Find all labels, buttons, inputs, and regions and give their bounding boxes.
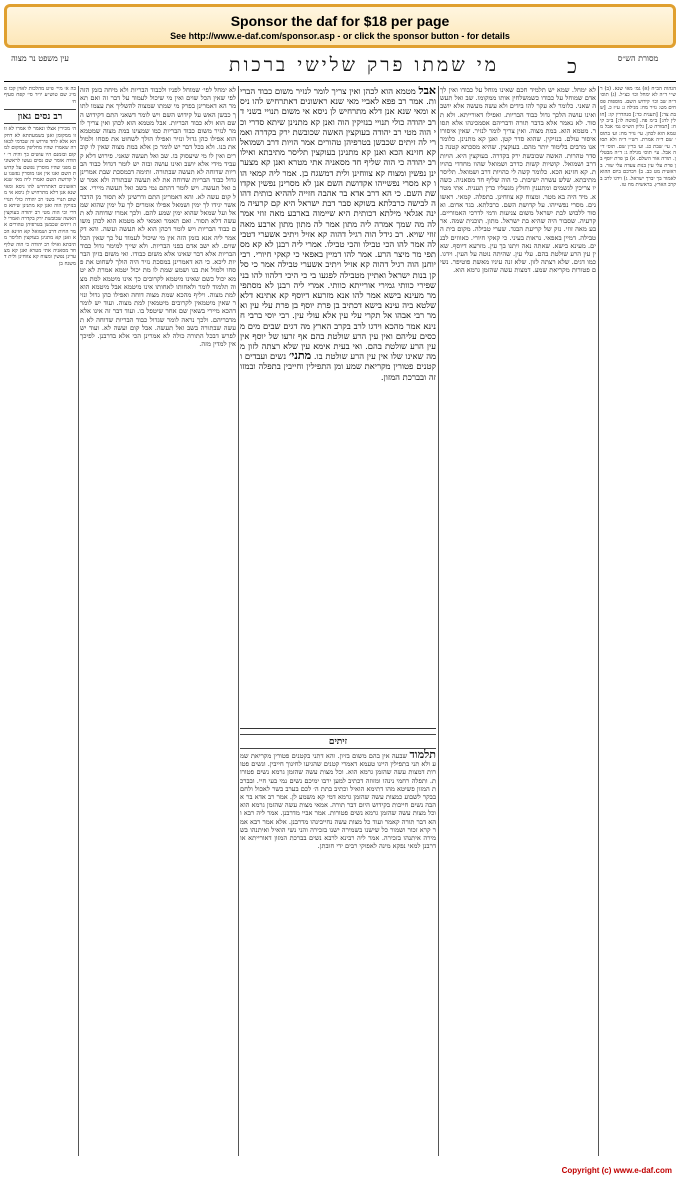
gemara-column: [240, 86, 436, 726]
tosafot-column: [80, 86, 236, 1156]
sponsor-subtitle[interactable]: See http://www.e-daf.com/sponsor.asp - or click the sponsor button - for details: [170, 31, 510, 41]
sponsor-banner[interactable]: [4, 4, 676, 48]
lower-commentary-body: שבעה אין בהם משום בזיון. והא דתני בקטנים פטורין מקריאת שמע ולא תני בתפילין היינו טעמא דאמרי קטנים שהגיעו לחינוך חייבין. ונשים פטורות דמצות עשה שהזמן גרמא הוא. וכל מצות עשה שהזמן גרמא נשים פטורות. ותפלה רחמי נינהו ומזוזה דכתיב למען ירבו ימיכם נשים נמי בעי חיי. ובברכת המזון פשיטא מהו דתימא הואיל וכתיב בתת ה׳ לכם בערב בשר לאכול ולחם בבקר לשבוע כמצות עשה שהזמן גרמא דמי קא משמע לן. אמר רב אדא בר אהבה נשים חייבות בקידוש היום דבר תורה. אמאי מצות עשה שהזמן גרמא הוא וכל מצות עשה שהזמן גרמא נשים פטורות. אמר אביי מדרבנן. אמר ליה רבא והא דבר תורה קאמר ועוד כל מצות עשה נחייבינהו מדרבנן. אלא אמר רבא אמר קרא זכור ושמור כל שישנו בשמירה ישנו בזכירה והני נשי הואיל ואיתנהו בשמירה איתנהו בזכירה. אמר ליה רבינא לרבא נשים בברכת המזון דאורייתא או דרבנן למאי נפקא מינה לאפוקי רבים ידי חובתן.: [240, 752, 436, 851]
sponsor-title[interactable]: Sponsor the daf for $18 per page: [230, 13, 450, 29]
section-rule: [240, 728, 436, 729]
gemara-lead-word: אבל: [418, 86, 436, 97]
gemara-text: [240, 86, 436, 382]
tosafot-text: לא ימחל לפי׳ שמוחל לפניו ולכבוד הבריות ולא מיחה בזמן הזה לפי שאין הכל שוים ואין מי שיכול לעמוד על דבר זה ואם תאמר הא דאמרינן בפרק מי שמתו שמצוה להשליך את עצמו לתוך כבשן האש על קידוש השם ויש לומר דשאני התם דקידוש השם הוא ולא כבוד הבריות. אבל מטמא הוא לכהן ואין צריך לומר לנזיר משום כבוד הבריות כמו שמצינו במת מצוה שמטמא הוא אפילו כהן גדול ונזיר ואפילו הולך לשחוט את פסחו ולמול את בנו. ולא בכל דבר יש לומר כן אלא במת מצוה שאין לו קוברים ואין לו מי שיעסוק בו. שב ואל תעשה שאני. פירוש דלא קעביד מידי אלא יושב ואינו עושה ובזה יש לומר דגדול כבוד הבריות שדוחה לא תעשה שבתורה. ותימה דבמסכת שבת אמרינן גדול כבוד הבריות שדוחה את לא תעשה שבתורה ולא אמר שב ואל תעשה. ויש לומר דהתם נמי בשב ואל תעשה מיירי. אבל קום עשה לא. והא דאמרינן התם ודרשינן לא תסור מן הדבר אשר יגידו לך ימין ושמאל אפילו אומרים לך על ימין שהוא שמאל ועל שמאל שהוא ימין שמע להם. ולכך אמרו שדוחה לא תעשה דלא תסור. ואם תאמר ואמאי לא מטמא הוא לכהן משום כבוד הבריות ויש לומר דכהן הוא לא תעשה ועשה. והא דקאמר ליה אנא בזמן הזה אין מי שיכול לעמוד על כך שאין הכל שוים. לא ישב אדם בפני הבריות. ולא שייך למימר גדול כבוד הבריות אלא דבר שאינו אלא משום כבודו. ואי משום בזיון הבריות ליכא. כי הא דאמרינן במסכת נזיר היה הולך לשחוט את פסחו ולמול את בנו ושמע שמת לו מת יכול יטמא אמרת לא יטמא יכול כשם שאינו מיטמא לקרובים כך אינו מיטמא למת מצוה תלמוד לומר ולאחותו לאחותו אינו מיטמא אבל מיטמא הוא למת מצוה. ויליף מהכא שמת מצוה דוחה ואפילו כהן גדול ונזיר שאין מיטמאין לקרובים מיטמאין למת מצוה. ועוד יש לומר דהכא מיירי בשאין שם אחר שיטפל בו. ועוד דבר זה אינו אלא מדבריהם. ולכך נראה לומר שגדול כבוד הבריות שדוחה לא תעשה שבתורה בשב ואל תעשה. אבל קום ועשה לא. ועוד יש לפרש דבכל התורה כולה לא אמרינן הכי אלא בדרבנן. לפיכך אין למדין מזה.: [80, 86, 236, 349]
talmud-label: תלמוד: [409, 748, 436, 761]
rav-nissim-gaon-heading: רב נסים גאון: [4, 109, 76, 124]
rashi-column: [440, 86, 596, 1156]
copyright-link[interactable]: Copyright (c) www.e-daf.com: [561, 1166, 672, 1175]
talmud-page: [4, 52, 676, 1162]
lower-commentary-block: [240, 730, 436, 1156]
mesoret-hashas-text: הגהות הב״ח (א) גמ׳ מאי שנא. (ב) רש״י ד״ה לא ימחל וכו׳ כצ״ל. (ג) תוס׳ ד״ה שב וכו׳ קידוש השם. מוספות פסחים מט: נזיר מח: מגילה ג: ע״ז כ. [שבת צד:] [תענית כד:] סנהדרין קו: [חולין לה:] ב״מ פה. [סוטה לו:] ב״ב קיח: [תמורה ט.] גליון הש״ס גמ׳ אבל מטמא הוא לכהן. עי׳ נזיר מח: וע׳ בתוס׳ שם ד״ה אמרת. רש״י ד״ה ולא תסור. עי׳ שבת כג. וע׳ בר״ן שם. תוס׳ ד״ה אבל. עי׳ תוס׳ מגילה ג: ד״ה מבטלין. תורה אור השלם. א) בן פרת יוסף בן פרת עלי עין בנות צעדה עלי שור. בראשית מט כב. ב) ויברכם ביום ההוא לאמור בך יברך ישראל. ג) וידגו לרב בקרב הארץ. בראשית מח טז.: [600, 86, 676, 189]
rashi-text: לא ימחל. שמא יש תלמיד חכם שאינו מוחל על כבודו ואין לך אדם שמוחל על כבודו כשמשלחין אותו ממקומו. שב ואל תעשה שאני. כלומר לא עקר להו בידים ולא עשה מעשה אלא יושב ואינו עושה הלכך גדול כבוד הבריות. ואפילו דאורייתא. ולא תסור. לא נאמר אלא בדבר תורה ודבריהם אסמכינהו אלא תסור. מטמא הוא. במת מצוה. ואין צריך לומר לנזיר. שאין איסורו איסור עולם. בנזיקין. שהוא סדר קטן. ואנן קא מתנינן. כלומר אנו מרבים בלימוד יותר מהם. בעוקצין. שהיא מסכתא קטנה בסדר טהרות. האשה שכובשת ירק בקדרה. בעוקצין היא. הויות דרב ושמואל. קושיות קשות כדרב ושמואל שהוו מחדדי בהויות. קא חזינא הכא. כלומר קשה לי כהויות דרב ושמואל. תליסר מתיבתא. שלש עשרה ישיבות. כי הוה שליף חד מסאניה. כשהיו צריכין לגשמים ומתענין וחולץ מנעליו כדין תענית. אתי מטרא. מיד היה בא מטר. ומצוח קא צווחינן. בתפלה. קמאי. ראשונים. מסרי נפשייהו. על קדושת השם. כרבלתא. בגד אדום. ואסור ללבוש לבת ישראל משום צניעות ודמי לדרכי האמוריים. קרעיה. שסבור היה שהיא בת ישראל. מתון. תוכנית שמה. ארבע מאה זוזי. נזק של קריעת הבגד. שערי טבילה. מקום בית הטבילה. דמיין באפאי. נראות בעיני. כי קאקי חיורי. כאווזים לבנים. מעינא בישא. שאתה נאה ויתנו בך עין. מזרעא דיוסף. שאין עין הרע שולטת בהם. עלי עין. שהיתה נוטה על העין. וידגו. כמו דגים. שלא רצתה לזון. שלא זנה עיניו מאשת פוטיפר. נשים פטורות מקריאת שמע. דמצות עשה שהזמן גרמא הוא.: [440, 86, 596, 275]
mishnah-text: נשים ועבדים וקטנים פטורין מקריאת שמע ומן התפילין וחייבין בתפלה ובמזוזה ובברכת המזון.: [240, 351, 436, 382]
right-margin-column: [600, 86, 676, 1156]
column-divider: [238, 86, 239, 1156]
mesoret-hashas-heading: מסורת הש״ס: [617, 54, 659, 63]
lower-commentary-heading: זיתים: [240, 734, 436, 749]
column-divider: [438, 86, 439, 1156]
ein-mishpat-heading: עין משפט נר מצוה: [11, 54, 69, 63]
left-margin-column: [4, 86, 76, 1156]
gemara-body: מטמא הוא לכהן ואין צריך לומר לנזיר משום כבוד הבריות. אמר רב פפא לאביי מאי שנא ראשונים דאתרחיש להו ניסא ומאי שנא אנן דלא מתרחיש לן ניסא אי משום תנויי בשני דרב יהודה כולי תנויי בנזיקין הוה ואנן קא מתנינן שיתא סדרי וכי הוה מטי רב יהודה בעוקצין האשה שכובשת ירק בקדרה ואמרי לה זיתים שכבשן בטרפיהן טהורים אמר הויות דרב ושמואל קא חזינא הכא ואנן קא מתנינן בעוקצין תליסר מתיבתא ואילו רב יהודה כי הוה שליף חד מסאניה אתי מטרא ואנן קא מצערינן נפשין ומצוח קא צווחינן ולית דמשגח בן. אמר ליה קמאי הוו קא מסרי נפשייהו אקדושת השם אנן לא מסרינן נפשין אקדושת השם. כי הא דרב אדא בר אהבה חזייה לההיא כותית דהוה לבישה כרבלתא בשוקא סבר דבת ישראל היא קם קרעיה מינה אגלאי מילתא דכותית היא שיימוה בארבע מאה זוזי אמר לה מה שמך אמרה ליה מתון אמר לה מתון מתון ארבע מאה זוזי שויא. רב גידל הוה רגיל דהוה קא אזיל ויתיב אשערי דטבילה אמר להו הכי טבילו והכי טבילו. אמרי ליה רבנן לא קא מסתפי מר מיצר הרע. אמר להו דמיין באפאי כי קאקי חיורי. רבי יוחנן הוה רגיל דהוה קא אזיל ויתיב אשערי טבילה אמר כי סלקן בנות ישראל ואתיין מטבילה לפגעו בי כי היכי דלהוו להו בני שפירי כוותי גמירי אורייתא כוותי. אמרי ליה רבנן לא מסתפי מר מעינא בישא אמר להו אנא מזרעא דיוסף קא אתינא דלא שלטא ביה עינא בישא דכתיב בן פרת יוסף בן פרת עלי עין ואמר רבי אבהו אל תקרי עלי עין אלא עולי עין. רבי יוסי ברבי חנינא אמר מהכא וידגו לרב בקרב הארץ מה דגים שבים מים מכסים עליהם ואין עין הרע שולטת בהם אף זרעו של יוסף אין עין הרע שולטת בהם. ואי בעית אימא עין שלא רצתה לזון ממה שאינו שלו אין עין הרע שולטת בו.: [240, 86, 436, 362]
page-header: [4, 52, 676, 82]
column-divider: [78, 86, 79, 1156]
daf-number: כ: [567, 54, 577, 78]
column-divider: [598, 86, 599, 1156]
ein-mishpat-text: כה א׳ מיי׳ פ״ט מהלכות לאוין קכז סמ״ג שם טוש״ע יו״ד סי׳ קפח סעיף ח׳: [4, 86, 76, 105]
rav-nissim-gaon-text: ה׳ מכירין אצלו ונאמר לו אמרו לא זוזו ממקומן ואנן בשמעתתא לא דחק הא אלא לחד פירוש זה שבדמי לכאורה שאמרו שהיו מחליפין ממקום למקום ובזמנם היו עושים כך והיה ר׳ יהודה אומר שם נסים נעשו לראשונים מפני שהיו מוסרין נפשם על קדושת השם ואנו אין אנו מוסרין נפשנו על קדושת השם ואמרו ליה מאי שנא ראשונים דאתרחיש להו ניסא ומאי שנא אנן דלא מתרחיש לן ניסא אי משום תנויי בשני רב יהודה כולי תנויי בנזיקין הוה ואנן קא מתנינן שיתא סדרי וכי הוה מטי רב יהודה בעוקצין האשה שכובשת ירק בקדרה ואמרי לה זיתים שכבשן בטרפיהן טהורים אמר הויות דרב ושמואל קא חזינא הכא ואנן קא מתנינן בעוקצין תליסר מתיבתא ואילו רב יהודה כי הוה שליף חד מסאניה אתי מטרא ואנן קא מצערינן נפשין ומצוח קא צווחינן ולית דמשגח בן: [4, 126, 76, 267]
mishnah-label: מתני׳: [288, 349, 312, 363]
page-title: מי שמתו פרק שלישי ברכות: [228, 54, 499, 76]
lower-commentary-text: [240, 748, 436, 851]
